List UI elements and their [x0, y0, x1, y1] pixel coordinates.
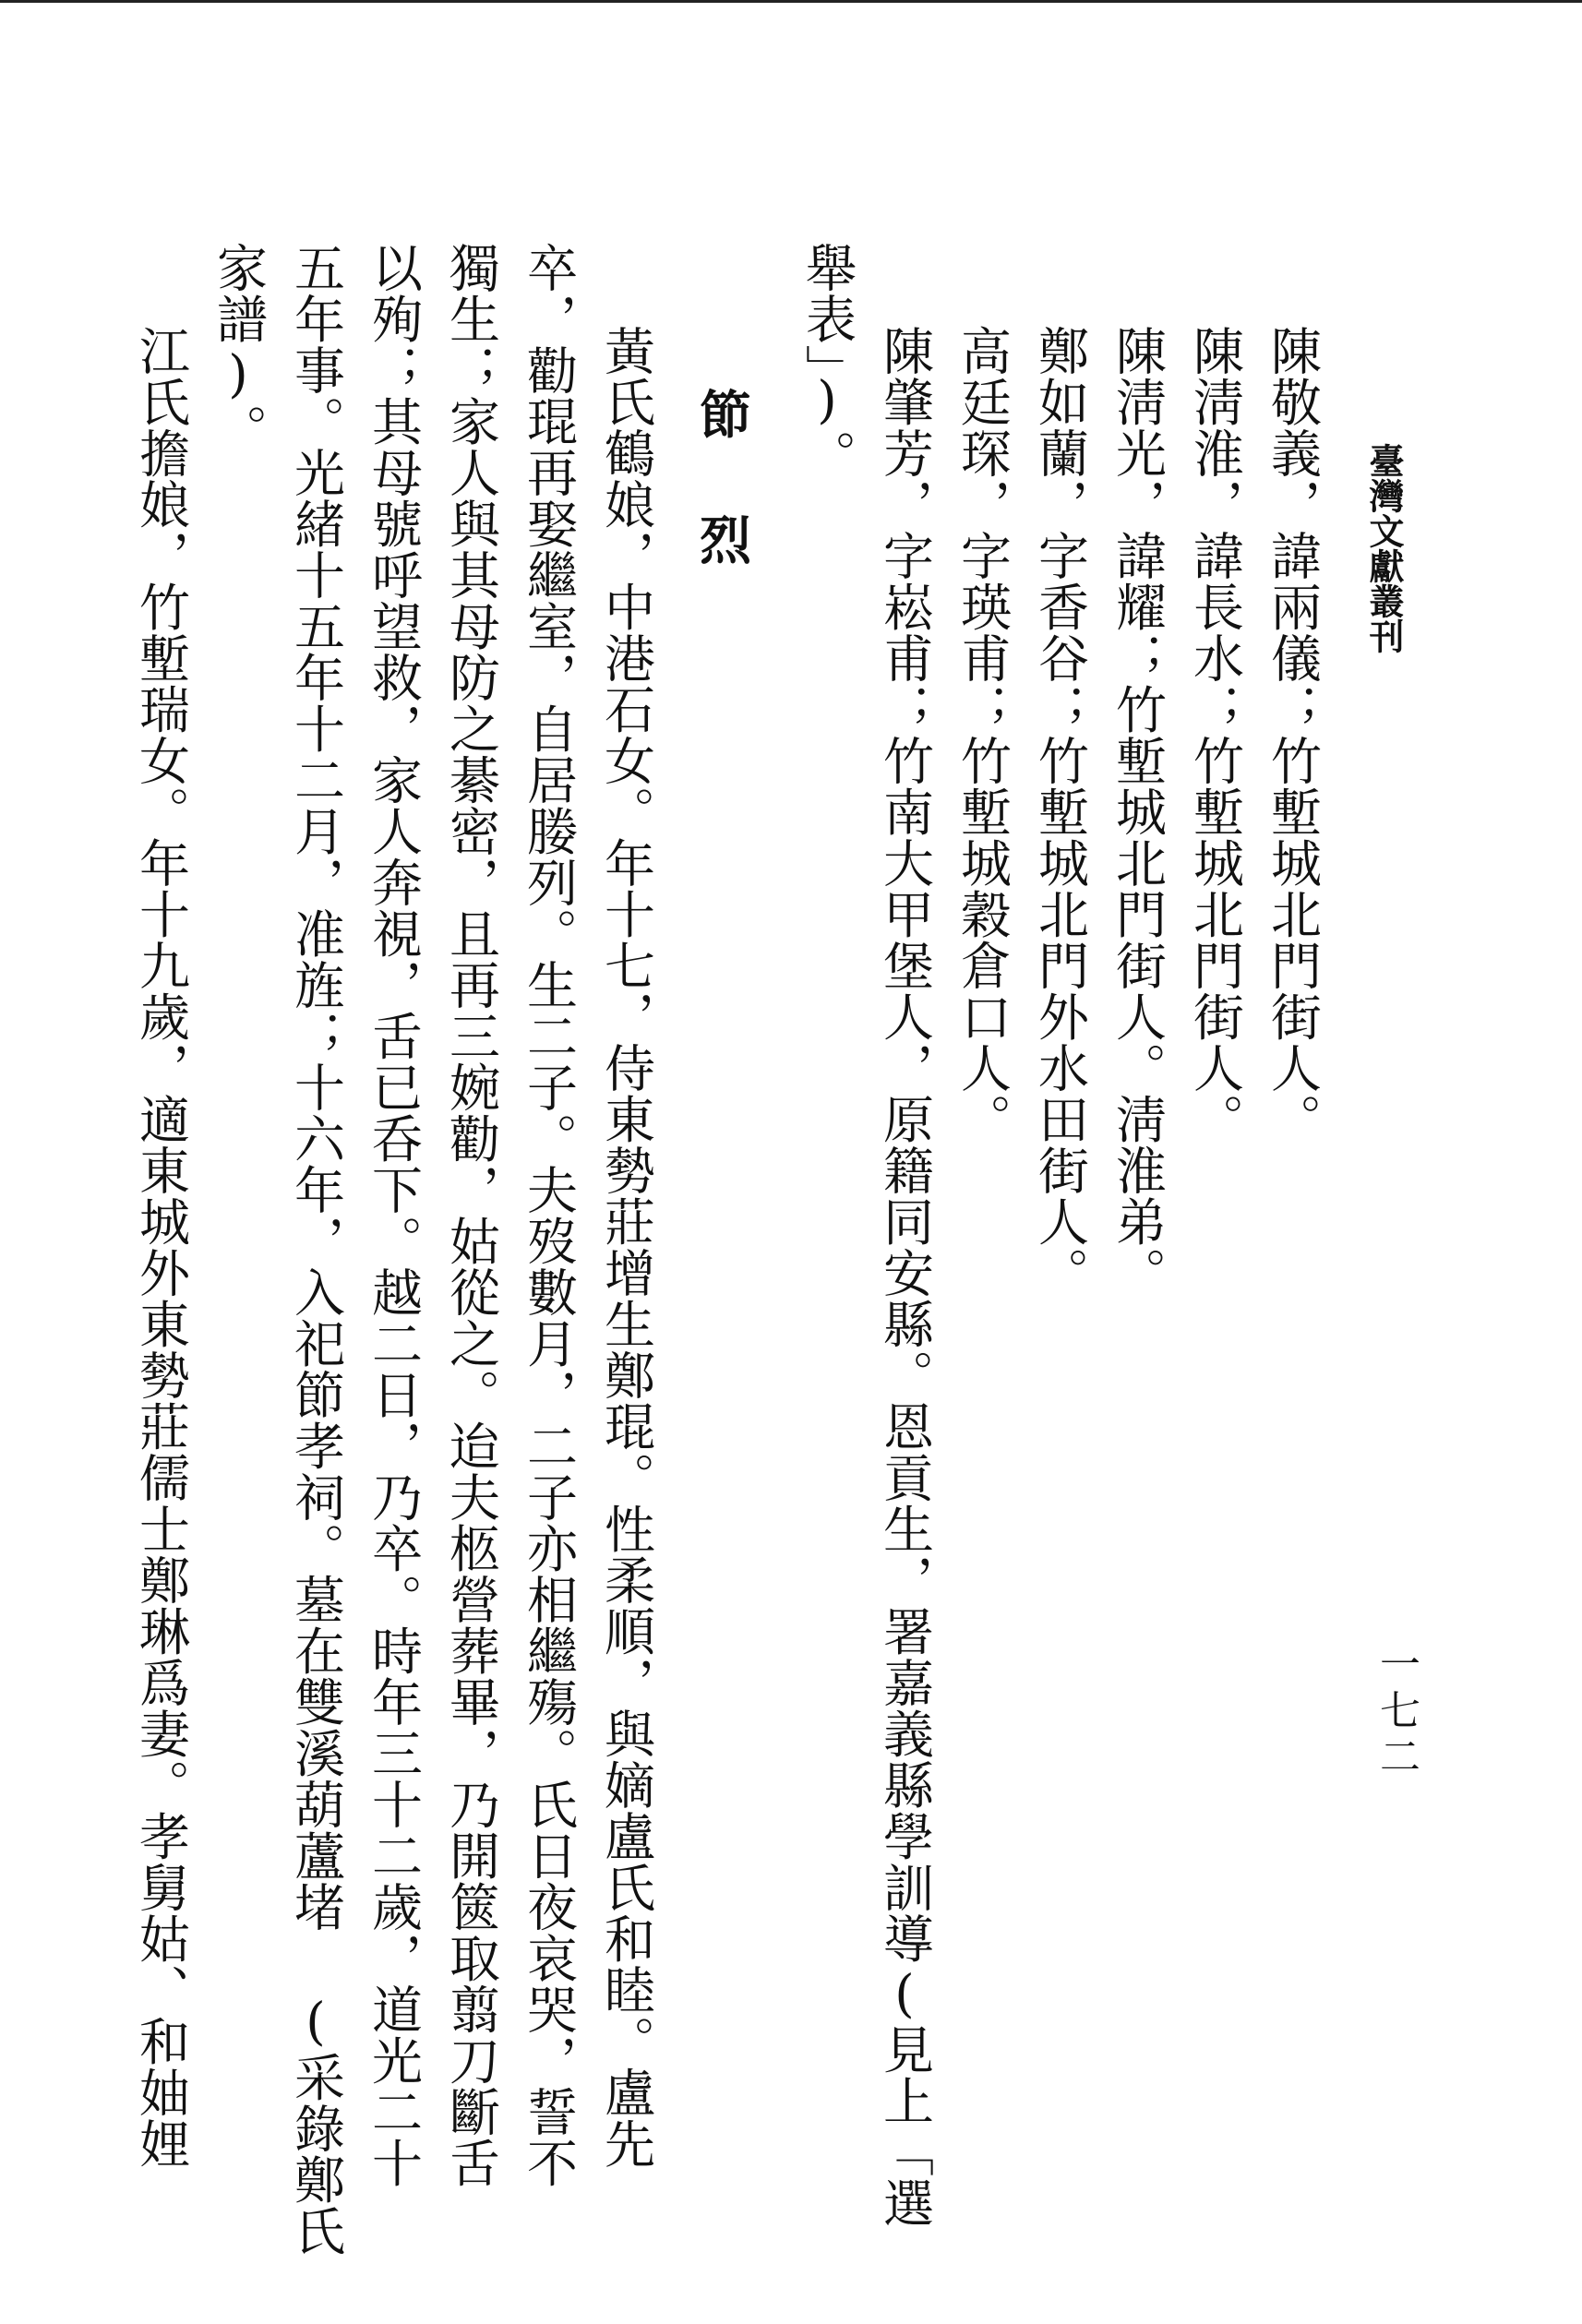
page-number: 一七二	[1372, 1643, 1420, 1781]
text-line: 五年事。光緒十五年十二月，准旌；十六年，入祀節孝祠。墓在雙溪葫蘆堵 (采錄鄭氏	[286, 242, 345, 2257]
text-line: 黃氏鶴娘，中港石女。年十七，侍東勢莊增生鄭琨。性柔順，與嫡盧氏和睦。盧先	[596, 325, 655, 2169]
running-header: 臺灣文獻叢刊	[1363, 443, 1405, 653]
text-line: 家譜)。	[209, 242, 268, 455]
text-line: 陳淸淮，諱長水；竹塹城北門街人。	[1185, 325, 1244, 1144]
text-line: 舉表」)。	[797, 242, 857, 481]
text-line: 江氏擔娘，竹塹瑞女。年十九歲，適東城外東勢莊儒士鄭琳爲妻。孝舅姑、和妯娌	[131, 325, 190, 2169]
text-line: 以殉；其母號呼望救，家人奔視，舌已呑下。越二日，乃卒。時年三十二歲，道光二十	[364, 242, 423, 2188]
text-line: 陳敬義，諱兩儀；竹塹城北門街人。	[1263, 325, 1322, 1144]
text-line: 鄭如蘭，字香谷；竹塹城北門外水田街人。	[1030, 325, 1089, 1299]
text-line: 卒，勸琨再娶繼室，自居媵列。生二子。夫歿數月，二子亦相繼殤。氏日夜哀哭，誓不	[519, 242, 578, 2188]
top-border-rule	[0, 0, 1582, 3]
text-line: 陳肇芳，字崧甫；竹南大甲堡人，原籍同安縣。恩貢生，署嘉義縣學訓導(見上「選	[875, 325, 934, 2229]
text-line: 高廷琛，字瑛甫；竹塹城穀倉口人。	[953, 325, 1012, 1144]
text-line: 陳淸光，諱耀；竹塹城北門街人。淸淮弟。	[1108, 325, 1167, 1299]
section-heading: 節烈	[691, 388, 752, 639]
text-line: 獨生；家人與其母防之綦密，且再三婉勸，姑從之。迨夫柩營葬畢，乃開篋取翦刀斷舌	[441, 242, 500, 2188]
